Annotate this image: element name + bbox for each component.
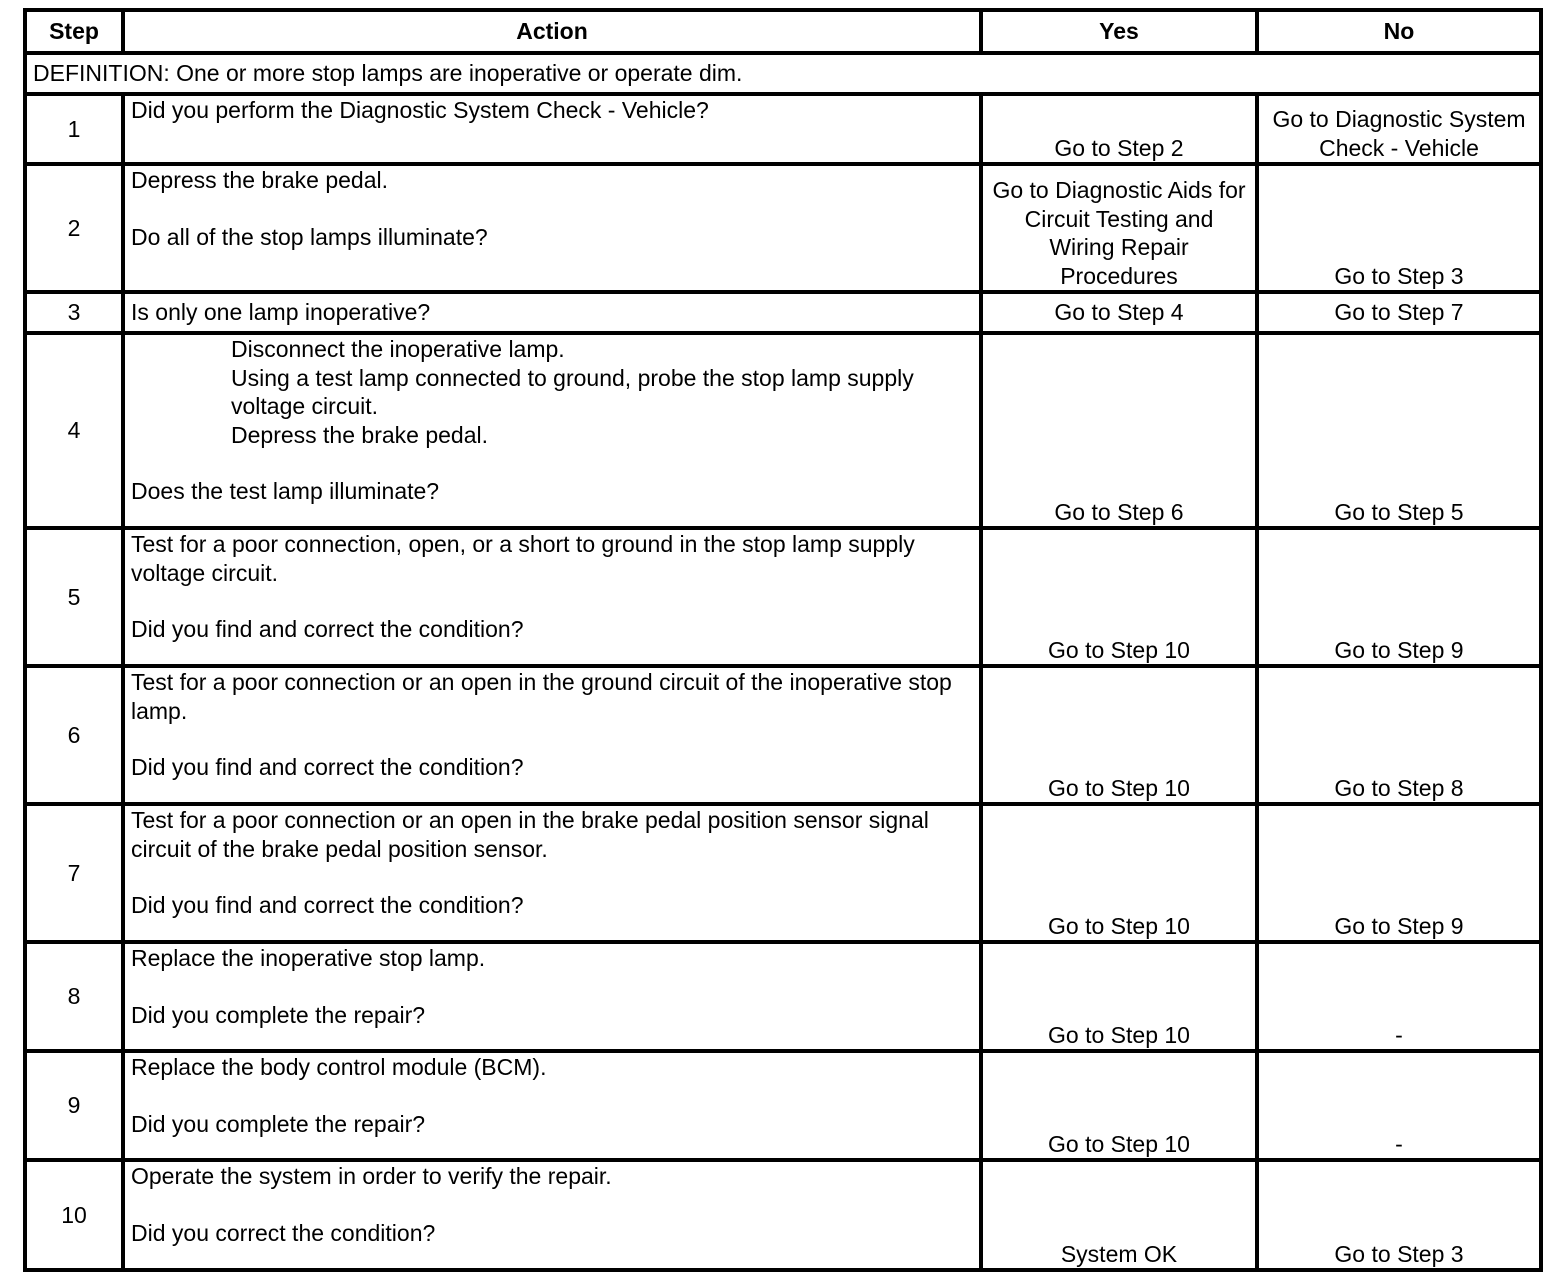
action-question: Did you find and correct the condition? bbox=[131, 892, 524, 918]
action-text: Test for a poor connection, open, or a short to ground in the stop lamp supply voltage circuit. bbox=[131, 531, 915, 586]
action-text: Test for a poor connection or an open in the brake pedal position sensor signal circuit of the brake pedal position sensor. bbox=[131, 807, 929, 862]
action-question: Did you find and correct the condition? bbox=[131, 616, 524, 642]
step-number: 9 bbox=[25, 1051, 123, 1160]
no-cell: Go to Diagnostic System Check - Vehicle bbox=[1257, 94, 1541, 164]
yes-cell: Go to Step 10 bbox=[981, 1051, 1257, 1160]
definition-text: DEFINITION: One or more stop lamps are inoperative or operate dim. bbox=[25, 53, 1541, 94]
table-row bbox=[25, 666, 1541, 804]
step-number: 2 bbox=[25, 164, 123, 292]
no-cell: Go to Step 8 bbox=[1257, 666, 1541, 804]
no-cell: - bbox=[1257, 942, 1541, 1051]
table-row bbox=[25, 164, 1541, 292]
action-cell bbox=[123, 666, 981, 804]
yes-cell: Go to Step 6 bbox=[981, 333, 1257, 528]
yes-cell: Go to Diagnostic Aids for Circuit Testing and Wiring Repair Procedures bbox=[981, 164, 1257, 292]
action-cell bbox=[123, 1160, 981, 1270]
diagnostic-table bbox=[23, 8, 1543, 1272]
table-row bbox=[25, 1051, 1541, 1160]
step-number: 5 bbox=[25, 528, 123, 666]
diagnostic-table-body bbox=[25, 10, 1541, 1270]
action-question: Did you find and correct the condition? bbox=[131, 754, 524, 780]
yes-cell: Go to Step 10 bbox=[981, 666, 1257, 804]
action-question: Do all of the stop lamps illuminate? bbox=[131, 223, 488, 250]
no-cell: Go to Step 3 bbox=[1257, 1160, 1541, 1270]
table-row bbox=[25, 942, 1541, 1051]
action-text: Test for a poor connection or an open in the ground circuit of the inoperative stop lamp. bbox=[131, 669, 952, 724]
action-question: Did you complete the repair? bbox=[131, 1001, 426, 1028]
action-substep: Disconnect the inoperative lamp. bbox=[231, 336, 565, 362]
header-yes: Yes bbox=[981, 10, 1257, 53]
yes-cell: Go to Step 4 bbox=[981, 292, 1257, 333]
yes-cell: Go to Step 10 bbox=[981, 528, 1257, 666]
action-cell bbox=[123, 164, 981, 292]
action-question: Does the test lamp illuminate? bbox=[131, 478, 440, 504]
yes-cell: Go to Step 10 bbox=[981, 804, 1257, 942]
action-substep: Depress the brake pedal. bbox=[231, 421, 488, 448]
definition-row bbox=[25, 53, 1541, 94]
action-text: Is only one lamp inoperative? bbox=[131, 299, 431, 326]
step-number: 7 bbox=[25, 804, 123, 942]
no-cell: Go to Step 7 bbox=[1257, 292, 1541, 333]
action-text: Replace the body control module (BCM). bbox=[131, 1054, 547, 1080]
action-text: Replace the inoperative stop lamp. bbox=[131, 945, 486, 971]
action-substep: Using a test lamp connected to ground, probe the stop lamp supply voltage circuit. bbox=[231, 364, 914, 419]
no-cell: Go to Step 3 bbox=[1257, 164, 1541, 292]
yes-cell: Go to Step 10 bbox=[981, 942, 1257, 1051]
action-cell bbox=[123, 292, 981, 333]
no-cell: Go to Step 5 bbox=[1257, 333, 1541, 528]
no-cell: Go to Step 9 bbox=[1257, 804, 1541, 942]
no-cell: - bbox=[1257, 1051, 1541, 1160]
header-row bbox=[25, 10, 1541, 53]
step-number: 8 bbox=[25, 942, 123, 1051]
yes-cell: System OK bbox=[981, 1160, 1257, 1270]
step-number: 6 bbox=[25, 666, 123, 804]
yes-cell: Go to Step 2 bbox=[981, 94, 1257, 164]
no-cell: Go to Step 9 bbox=[1257, 528, 1541, 666]
action-cell bbox=[123, 333, 981, 528]
action-cell bbox=[123, 804, 981, 942]
action-question: Did you complete the repair? bbox=[131, 1110, 426, 1137]
action-cell bbox=[123, 942, 981, 1051]
action-text: Operate the system in order to verify the repair. bbox=[131, 1163, 612, 1189]
action-text: Did you perform the Diagnostic System Check - Vehicle? bbox=[131, 97, 709, 123]
action-cell bbox=[123, 94, 981, 164]
header-step: Step bbox=[25, 10, 123, 53]
step-number: 10 bbox=[25, 1160, 123, 1270]
header-action: Action bbox=[123, 10, 981, 53]
action-cell bbox=[123, 528, 981, 666]
table-row bbox=[25, 94, 1541, 164]
table-row bbox=[25, 333, 1541, 528]
step-number: 4 bbox=[25, 333, 123, 528]
table-row bbox=[25, 292, 1541, 333]
step-number: 3 bbox=[25, 292, 123, 333]
action-text: Depress the brake pedal. bbox=[131, 167, 388, 193]
action-cell bbox=[123, 1051, 981, 1160]
action-question: Did you correct the condition? bbox=[131, 1219, 436, 1246]
step-number: 1 bbox=[25, 94, 123, 164]
header-no: No bbox=[1257, 10, 1541, 53]
table-row bbox=[25, 804, 1541, 942]
table-row bbox=[25, 1160, 1541, 1270]
table-row bbox=[25, 528, 1541, 666]
